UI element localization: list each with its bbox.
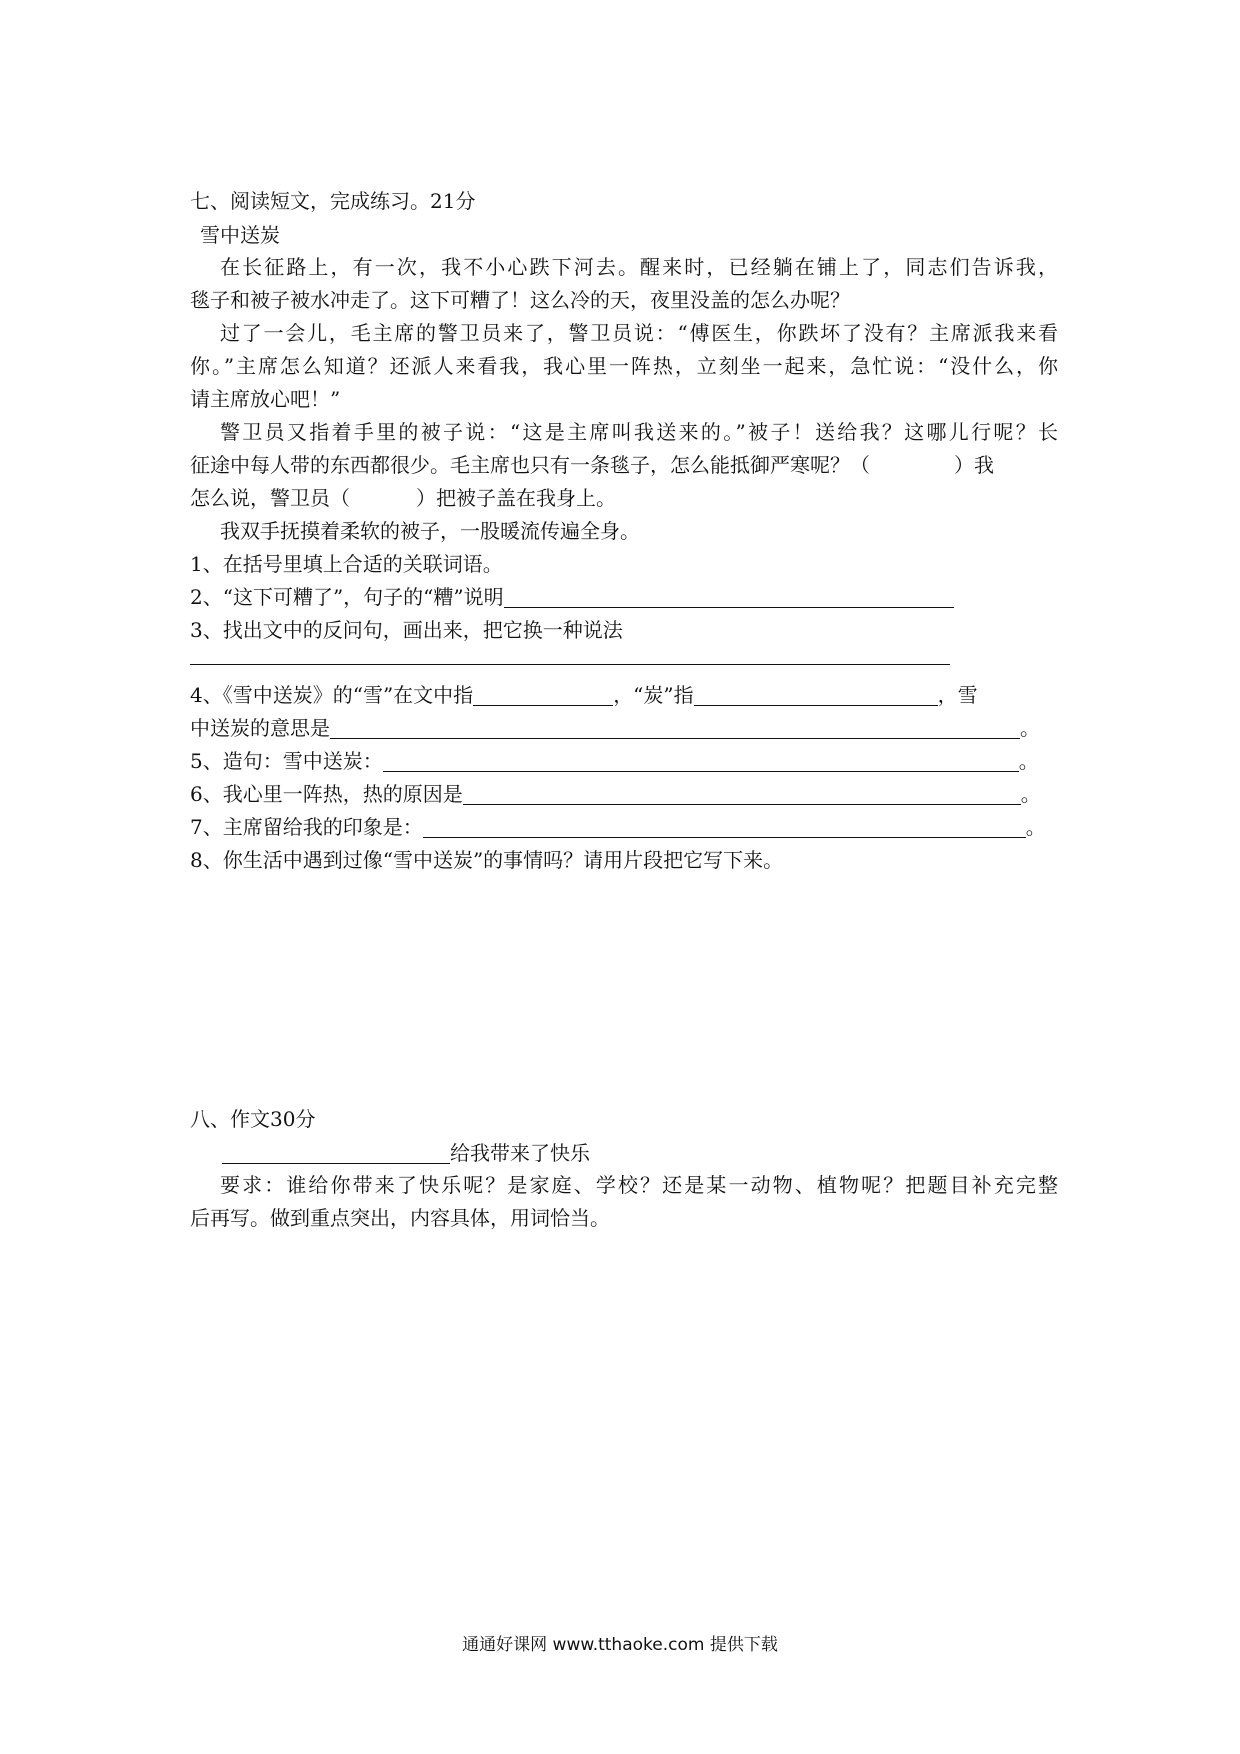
passage-p1-line1: 在长征路上，有一次，我不小心跌下河去。醒来时，已经躺在铺上了，同志们告诉我，: [220, 255, 1058, 279]
passage-p2-line1: 过了一会儿，毛主席的警卫员来了，警卫员说：“傅医生，你跌坏了没有？主席派我来看: [220, 321, 1058, 345]
question-7-period: 。: [1025, 815, 1046, 839]
question-5: [190, 746, 1058, 776]
question-4-text-d: 中送炭的意思是: [190, 716, 330, 740]
question-5-answer-line[interactable]: [383, 749, 1019, 772]
question-7: [190, 812, 1058, 842]
passage-p3-line1: 警卫员又指着手里的被子说：“这是主席叫我送来的。”被子！送给我？这哪儿行呢？长: [220, 420, 1058, 444]
question-5-text: 5、造句：雪中送炭：: [190, 749, 383, 773]
section8-heading: 八、作文30分: [190, 1107, 316, 1131]
footer-credit: 通通好课网 www.tthaoke.com 提供下载: [462, 1635, 778, 1655]
question-4-text-c: ，雪: [937, 683, 978, 707]
composition-requirement-line2: 后再写。做到重点突出，内容具体，用词恰当。: [190, 1206, 610, 1230]
question-4-charcoal-blank[interactable]: [694, 683, 938, 706]
passage-p1-line2: 毯子和被子被水冲走了。这下可糟了！这么冷的天，夜里没盖的怎么办呢？: [190, 288, 850, 312]
passage-p4: 我双手抚摸着柔软的被子，一股暖流传遍全身。: [220, 519, 640, 543]
question-2-text: 2、“这下可糟了”，句子的“糟”说明: [190, 585, 504, 609]
question-2: [190, 582, 1058, 612]
passage-p3-line3: [190, 483, 1058, 513]
question-3-answer-line[interactable]: [190, 664, 950, 665]
question-4-period: 。: [1020, 716, 1040, 740]
question-4-meaning-blank[interactable]: [330, 716, 1020, 739]
question-4-snow-blank[interactable]: [473, 683, 613, 706]
section7-heading: 七、阅读短文，完成练习。21分: [190, 189, 476, 213]
composition-title-suffix: 给我带来了快乐: [450, 1141, 590, 1165]
question-4-text-b: ，“炭”指: [613, 683, 694, 707]
passage-p3-line2-end: ）我: [954, 453, 994, 477]
composition-title-blank[interactable]: [222, 1141, 450, 1164]
question-7-answer-line[interactable]: [423, 815, 1026, 838]
passage-p3-line3-text: 怎么说，警卫员（: [190, 486, 350, 510]
question-6: [190, 779, 1058, 809]
passage-p2-line2: 你。”主席怎么知道？还派人来看我，我心里一阵热，立刻坐一起来，急忙说：“没什么，你: [190, 354, 1058, 378]
question-4-line1: [190, 680, 1058, 710]
question-6-answer-line[interactable]: [463, 782, 1021, 805]
question-7-text: 7、主席留给我的印象是：: [190, 815, 423, 839]
passage-p3-line3-end: ）把被子盖在我身上。: [416, 486, 616, 510]
passage-p3-line2-text: 征途中每人带的东西都很少。毛主席也只有一条毯子，怎么能抵御严寒呢？（: [190, 453, 870, 477]
composition-title: [222, 1138, 1090, 1168]
question-5-period: 。: [1018, 749, 1039, 773]
question-3: 3、找出文中的反问句，画出来，把它换一种说法: [190, 618, 623, 642]
composition-requirement-line1: 要求：谁给你带来了快乐呢？是家庭、学校？还是某一动物、植物呢？把题目补充完整: [220, 1173, 1058, 1197]
passage-title: 雪中送炭: [200, 223, 280, 247]
question-4-line2: [190, 713, 1058, 743]
passage-p2-line3: 请主席放心吧！”: [190, 387, 341, 411]
passage-p3-line2: [190, 450, 1058, 480]
question-4-text-a: 4、《雪中送炭》的“雪”在文中指: [190, 683, 474, 707]
question-8: 8、你生活中遇到过像“雪中送炭”的事情吗？请用片段把它写下来。: [190, 848, 784, 872]
question-2-answer-line[interactable]: [504, 585, 954, 608]
question-6-text: 6、我心里一阵热，热的原因是: [190, 782, 463, 806]
question-1: 1、在括号里填上合适的关联词语。: [190, 552, 503, 576]
question-6-period: 。: [1020, 782, 1041, 806]
